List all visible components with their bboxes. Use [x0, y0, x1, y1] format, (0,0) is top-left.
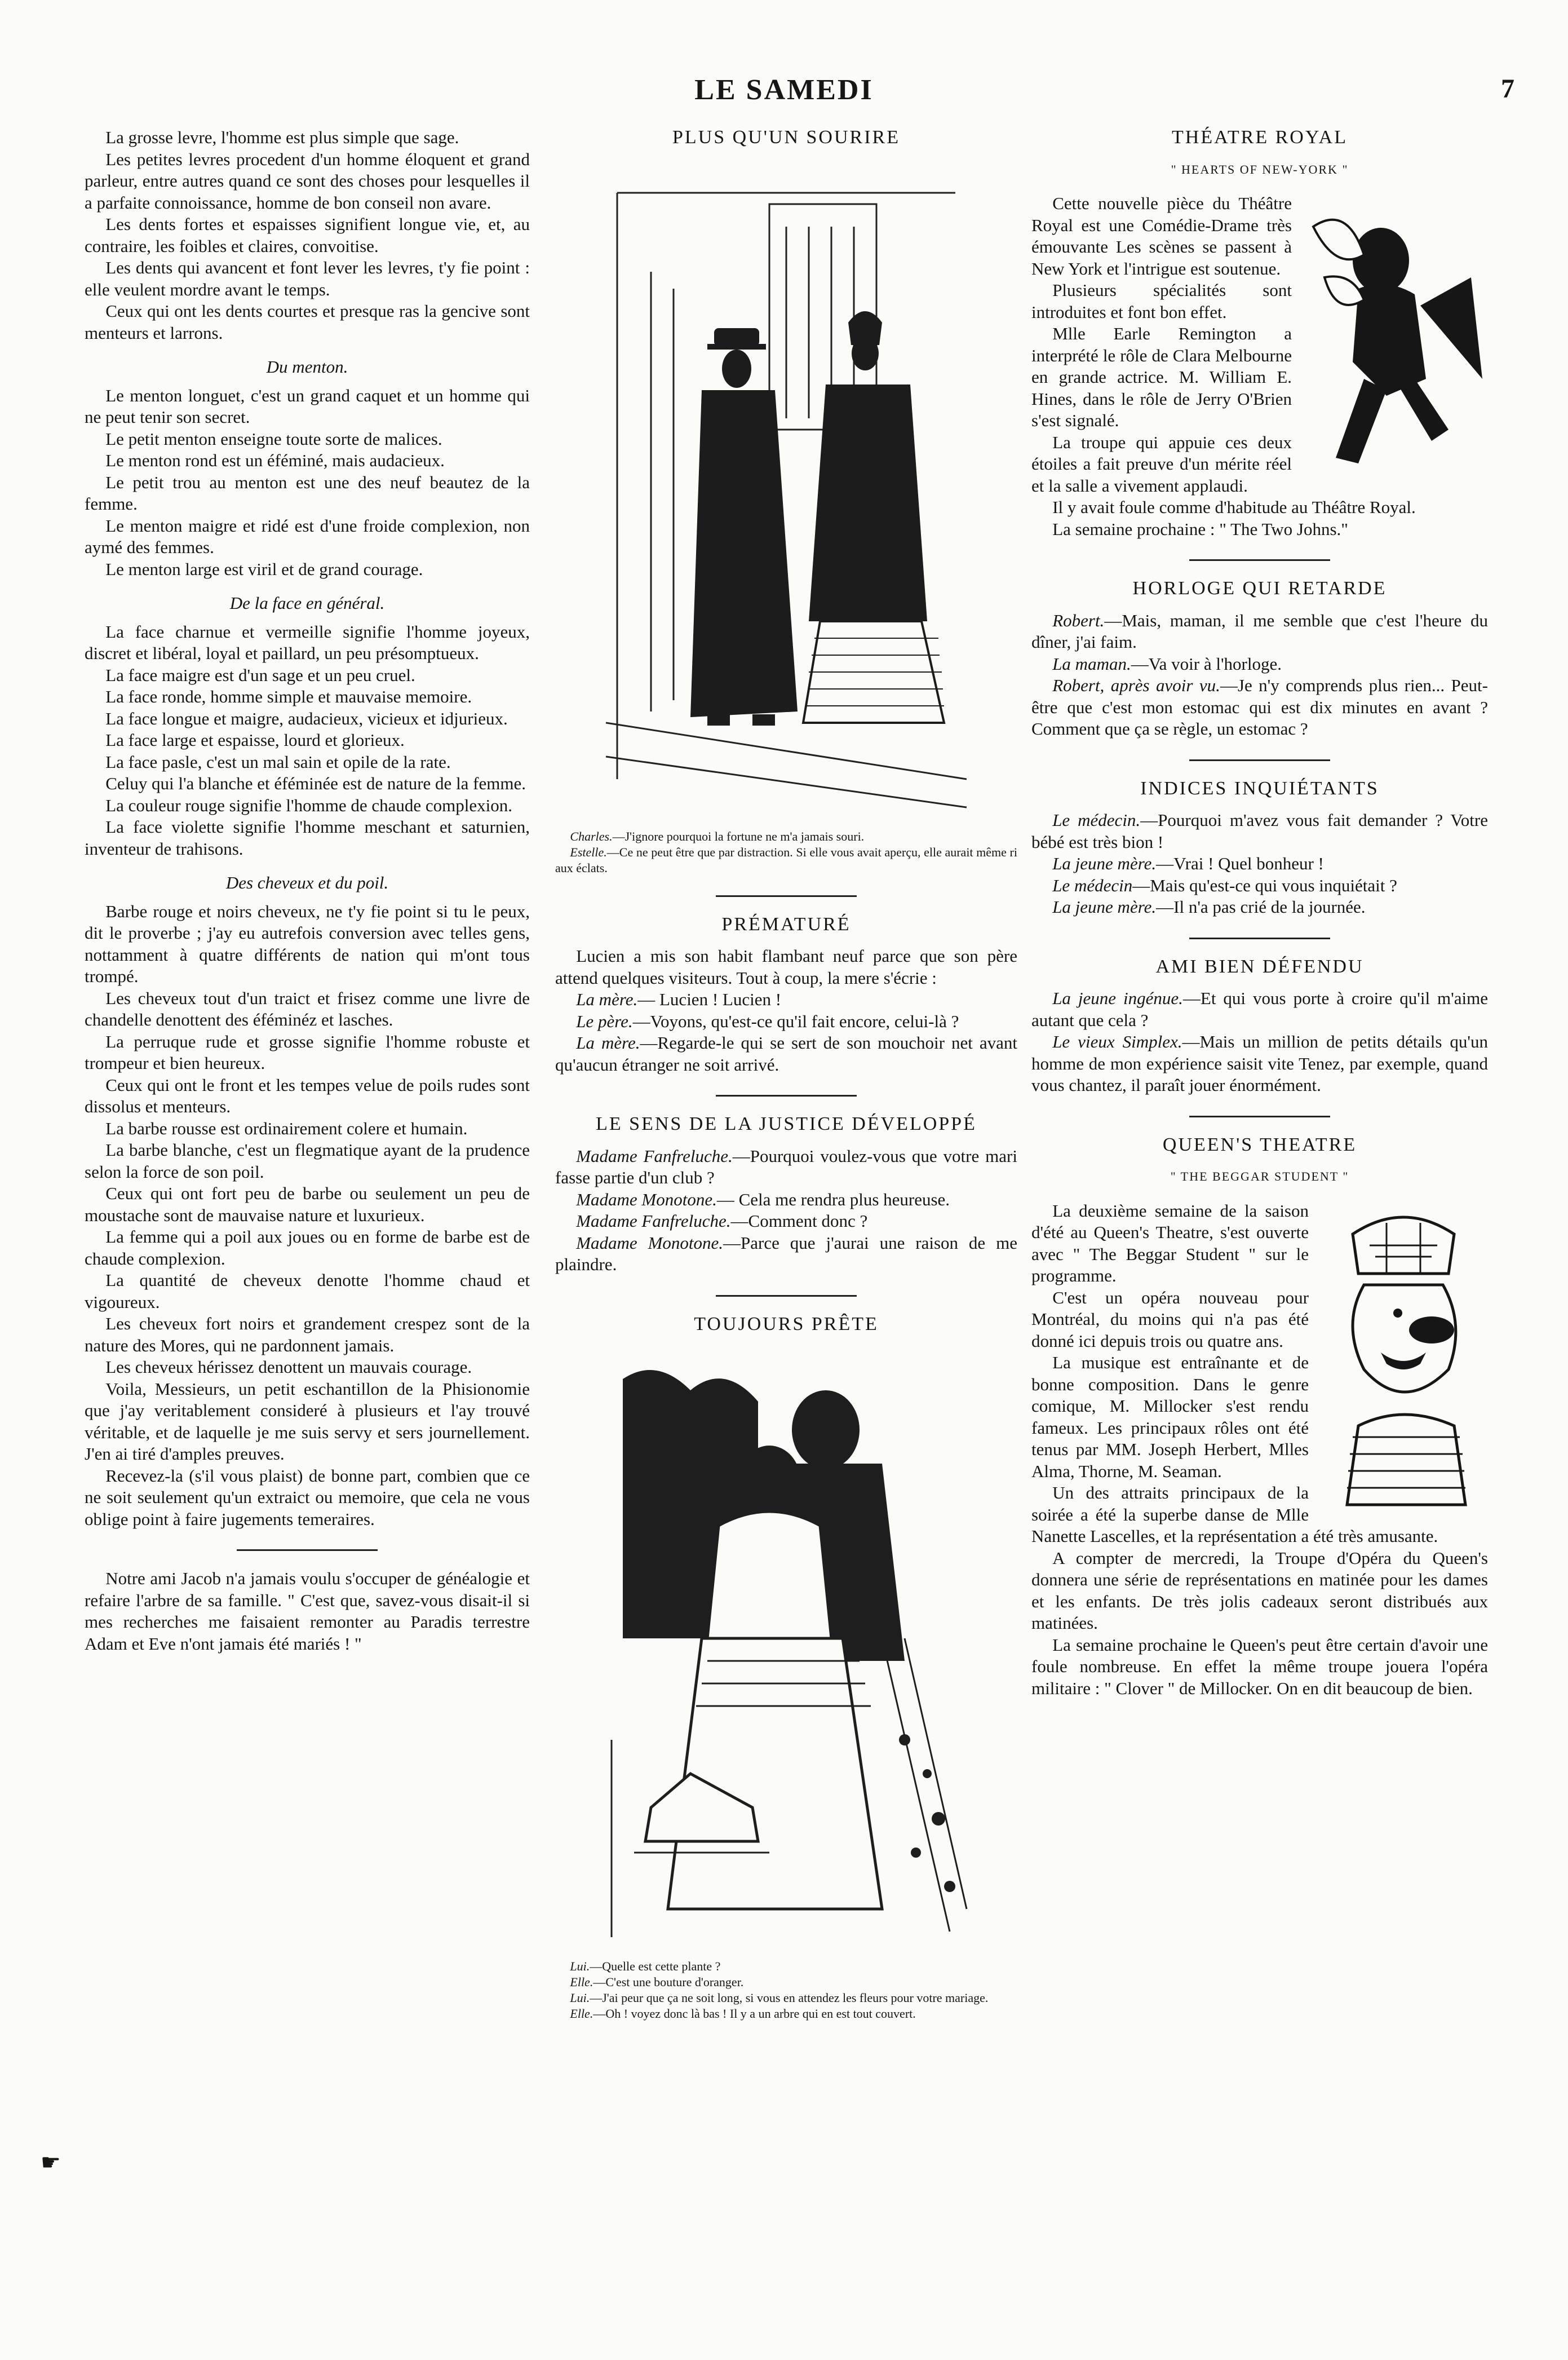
- paragraph: Ceux qui ont fort peu de barbe ou seulement un peu de moustache sont de mauvaise nature et luxurieux.: [85, 1183, 530, 1225]
- dialogue-line: — Cela me rendra plus heureuse.: [716, 1189, 950, 1209]
- caption-line: —Ce ne peut être que par distraction. Si elle vous avait aperçu, elle aurait même ri aux éclats.: [555, 845, 1017, 875]
- paragraph: Un des attraits principaux de la soirée a été la superbe danse de Mlle Nanette Lascelles, et la représentation a été très amusante.: [1031, 1483, 1438, 1546]
- dialogue-line: —Je n'y comprends plus rien... Peut-être que c'est mon estomac qui est dix minutes en avant ? Comment que ça se règle, un estomac ?: [1031, 675, 1488, 739]
- section-title-premature: PRÉMATURÉ: [721, 913, 851, 935]
- paragraph: Voila, Messieurs, un petit eschantillon de la Phisionomie que j'ay veritablement consideré à plusieurs et l'ay trouvé véritable, et de laquelle je me suis servy et sers journellement. J'en ai tiré d'amples preuves.: [85, 1378, 530, 1464]
- section-title-justice: LE SENS DE LA JUSTICE DÉVELOPPÉ: [596, 1113, 977, 1134]
- dialogue-line: —Regarde-le qui se sert de son mouchoir net avant qu'aucun étranger ne soit arrivé.: [555, 1033, 1018, 1075]
- paragraph: La face charnue et vermeille signifie l'homme joyeux, discret et libéral, loyal et paillard, un peu présomptueux.: [85, 621, 530, 663]
- paragraph: Recevez-la (s'il vous plaist) de bonne part, combien que ce ne soit seulement qu'un extraict ou memoire, que cela ne vous oblige point à faire jugements temeraires.: [85, 1465, 530, 1529]
- speaker: Madame Monotone.: [576, 1232, 724, 1253]
- speaker: La jeune ingénue.: [1052, 988, 1183, 1008]
- speaker-charles: Charles.: [570, 829, 613, 843]
- paragraph-jacob: Notre ami Jacob n'a jamais voulu s'occuper de généalogie et refaire l'arbre de sa famille. " C'est que, savez-vous disait-il si mes recherches me faisaient remonter au Paradis terrestre Adam et Eve n'ont jamais été mariés ! ": [85, 1568, 530, 1654]
- section-title-royal: THÉATRE ROYAL: [1172, 127, 1348, 148]
- paragraph: Les petites levres procedent d'un homme éloquent et grand parleur, entre autres quand ce sont des choses pour lesquelles il a parfaite connoissance, homme de bon conseil non avare.: [85, 149, 530, 213]
- caption-line: —J'ai peur que ça ne soit long, si vous en attendez les fleurs pour votre mariage.: [590, 1991, 989, 2005]
- column-left: [85, 127, 530, 1655]
- section-title-indices: INDICES INQUIÉTANTS: [1140, 777, 1379, 799]
- masthead-title: LE SAMEDI: [694, 74, 874, 106]
- paragraph: Cette nouvelle pièce du Théâtre Royal est une Comédie-Drame très émouvante Les scènes se passent à New York et l'intrigue est soutenue.: [1031, 193, 1292, 279]
- paragraph: C'est un opéra nouveau pour Montréal, du moins qui n'a pas été donné ici depuis trois ou quatre ans.: [1031, 1287, 1309, 1351]
- dialogue-line: —Parce que j'aurai une raison de me plaindre.: [555, 1232, 1017, 1274]
- speaker: Le médecin: [1052, 875, 1133, 895]
- cupid-illustration: [1302, 193, 1488, 486]
- paragraph: La face pasle, c'est un mal sain et opile de la rate.: [105, 752, 451, 772]
- speaker-elle: Elle.: [570, 1975, 593, 1989]
- dialogue-line: —Vrai ! Quel bonheur !: [1156, 854, 1324, 873]
- speaker: Madame Monotone.: [576, 1189, 717, 1209]
- speaker: Le père.: [576, 1011, 633, 1031]
- pointing-hand-icon: ☛: [41, 2150, 61, 2175]
- paragraph: Le menton maigre et ridé est d'une froide complexion, non aymé des femmes.: [85, 515, 530, 557]
- dialogue-line: —Mais, maman, il me semble que c'est l'heure du dîner, j'ai faim.: [1031, 610, 1488, 652]
- subheading-menton: Du menton.: [266, 357, 348, 377]
- dialogue-line: —Voyons, qu'est-ce qu'il fait encore, celui-là ?: [632, 1011, 959, 1031]
- paragraph: La barbe blanche, c'est un flegmatique ayant de la prudence selon la force de son poil.: [85, 1140, 530, 1182]
- subheading-face: De la face en général.: [229, 593, 385, 613]
- subheading-cheveux: Des cheveux et du poil.: [225, 873, 389, 892]
- speaker: Robert.: [1052, 610, 1105, 630]
- caption-line: —Oh ! voyez donc là bas ! Il y a un arbre qui en est tout couvert.: [593, 2007, 916, 2021]
- paragraph: La troupe qui appuie ces deux étoiles a fait preuve d'un mérite réel et la salle a vivement applaudi.: [1031, 432, 1292, 496]
- paragraph: Le menton large est viril et de grand courage.: [105, 559, 423, 579]
- paragraph: Il y avait foule comme d'habitude au Théâtre Royal.: [1052, 497, 1416, 517]
- student-caricature-illustration: [1319, 1200, 1488, 1516]
- speaker: Le vieux Simplex.: [1052, 1032, 1182, 1051]
- paragraph: Ceux qui ont les dents courtes et presque ras la gencive sont menteurs et larrons.: [85, 301, 530, 343]
- paragraph: La barbe rousse est ordinairement colere et humain.: [105, 1118, 468, 1138]
- section-divider: [1189, 559, 1330, 561]
- dialogue-line: —Et qui vous porte à croire qu'il m'aime autant que cela ?: [1031, 988, 1488, 1030]
- speaker: La mère.: [576, 989, 638, 1009]
- section-title-ami: AMI BIEN DÉFENDU: [1155, 956, 1364, 977]
- speaker-elle: Elle.: [570, 2007, 593, 2021]
- column-middle: [555, 127, 1017, 2036]
- speaker: Le médecin.: [1052, 810, 1141, 830]
- paragraph: A compter de mercredi, la Troupe d'Opéra du Queen's donnera une série de représentations en matinée pour les dames et les enfants. De très jolis cadeaux seront distribués aux matinées.: [1031, 1548, 1488, 1633]
- paragraph: La deuxième semaine de la saison d'été au Queen's Theatre, s'est ouverte avec " The Beggar Student " sur le programme.: [1031, 1200, 1309, 1285]
- section-divider: [1189, 1116, 1330, 1117]
- page-number: 7: [1501, 74, 1514, 104]
- speaker: Madame Fanfreluche.: [576, 1211, 731, 1231]
- paragraph: La face large et espaisse, lourd et glorieux.: [105, 730, 405, 750]
- section-title-prete: TOUJOURS PRÊTE: [694, 1313, 879, 1334]
- section-divider: [1189, 759, 1330, 761]
- dialogue-line: — Lucien ! Lucien !: [637, 989, 782, 1009]
- speaker: Robert, après avoir vu.: [1052, 675, 1220, 695]
- section-divider: [716, 1295, 857, 1297]
- caption-line: —C'est une bouture d'oranger.: [593, 1975, 744, 1989]
- paragraph: Celuy qui l'a blanche et éféminée est de nature de la femme.: [105, 774, 526, 793]
- paragraph: La face ronde, homme simple et mauvaise memoire.: [105, 687, 472, 706]
- section-title-horloge: HORLOGE QUI RETARDE: [1132, 578, 1387, 599]
- section-divider: [1189, 938, 1330, 939]
- paragraph: La perruque rude et grosse signifie l'homme robuste et trompeur et bien heureux.: [85, 1031, 530, 1073]
- speaker: La jeune mère.: [1052, 854, 1157, 873]
- section-divider: [716, 1095, 857, 1097]
- paragraph: Les cheveux tout d'un traict et frisez comme une livre de chandelle denottent des éféminéz et lasches.: [85, 988, 530, 1029]
- paragraph: Le menton rond est un éféminé, mais audacieux.: [105, 450, 445, 470]
- subtitle-royal: " HEARTS OF NEW-YORK ": [1171, 162, 1349, 176]
- subtitle-queen: " THE BEGGAR STUDENT ": [1170, 1169, 1349, 1183]
- speaker: La maman.: [1052, 653, 1131, 674]
- paragraph: Le menton longuet, c'est un grand caquet et un homme qui ne peut tenir son secret.: [85, 385, 530, 427]
- paragraph: Les cheveux hérissez denottent un mauvais courage.: [105, 1357, 472, 1377]
- dialogue-line: —Va voir à l'horloge.: [1131, 653, 1282, 674]
- dialogue-line: —Pourquoi voulez-vous que votre mari fasse partie d'un club ?: [555, 1146, 1017, 1187]
- speaker-lui: Lui.: [570, 1991, 590, 2005]
- paragraph: La semaine prochaine le Queen's peut être certain d'avoir une foule nombreuse. En effet la même troupe jouera l'opéra militaire : " Clover " de Millocker. On en dit beaucoup de bien.: [1031, 1634, 1488, 1698]
- paragraph: La semaine prochaine : " The Two Johns.": [1052, 519, 1348, 539]
- caption-sourire: [555, 829, 1017, 876]
- dialogue-line: —Pourquoi m'avez vous fait demander ? Votre bébé est très bion !: [1031, 810, 1488, 852]
- paragraph: La face violette signifie l'homme meschant et saturnien, inventeur de trahisons.: [85, 817, 530, 859]
- paragraph: Barbe rouge et noirs cheveux, ne t'y fie point si tu le peux, dit le proverbe ; j'ay eu autrefois conversion avec telles gens, nottamment à quatre différents de nation qui m'ont tous trompé.: [85, 901, 530, 986]
- caption-line: —Quelle est cette plante ?: [590, 1959, 721, 1973]
- dialogue-line: —Mais qu'est-ce qui vous inquiétait ?: [1132, 875, 1397, 895]
- paragraph: La quantité de cheveux denotte l'homme chaud et vigoureux.: [85, 1270, 530, 1312]
- paragraph: Les dents fortes et espaisses signifient longue vie, et, au contraire, les foibles et claires, convoitise.: [85, 214, 530, 256]
- speaker-estelle: Estelle.: [570, 845, 607, 859]
- section-divider: [716, 895, 857, 897]
- column-right: [1031, 127, 1488, 1699]
- paragraph: La femme qui a poil aux joues ou en forme de barbe est de chaude complexion.: [85, 1227, 530, 1269]
- paragraph: Les dents qui avancent et font lever les levres, t'y fie point : elle veulent mordre avant le temps.: [85, 258, 530, 299]
- illustration-couple-plant: [589, 1345, 984, 1954]
- paragraph: Le petit menton enseigne toute sorte de malices.: [105, 428, 442, 449]
- masthead: [0, 73, 1568, 118]
- speaker: La mère.: [576, 1033, 640, 1053]
- speaker: Madame Fanfreluche.: [576, 1146, 733, 1166]
- speaker-lui: Lui.: [570, 1959, 590, 1973]
- paragraph: Lucien a mis son habit flambant neuf parce que son père attend quelques visiteurs. Tout à coup, la mere s'écrie :: [555, 946, 1017, 988]
- section-divider: [237, 1549, 378, 1551]
- dialogue-line: —Mais un million de petits détails qu'un homme de mon expérience saisit vite Tenez, par exemple, quand vous chantez, il paraît jouer énormément.: [1031, 1032, 1488, 1095]
- paragraph: Les cheveux fort noirs et grandement crespez sont de la nature des Mores, qui ne pardonnent jamais.: [85, 1314, 530, 1355]
- caption-prete: [555, 1959, 1017, 2022]
- paragraph: La couleur rouge signifie l'homme de chaude complexion.: [105, 795, 512, 815]
- illustration-couple-street: [583, 159, 989, 824]
- caption-line: —J'ignore pourquoi la fortune ne m'a jamais souri.: [612, 829, 865, 843]
- section-title-queen: QUEEN'S THEATRE: [1162, 1134, 1357, 1155]
- paragraph: La face maigre est d'un sage et un peu cruel.: [105, 665, 415, 685]
- section-title-sourire: PLUS QU'UN SOURIRE: [672, 127, 900, 148]
- paragraph: Le petit trou au menton est une des neuf beautez de la femme.: [85, 472, 530, 514]
- paragraph: Plusieurs spécialités sont introduites et font bon effet.: [1031, 280, 1292, 322]
- paragraph: La musique est entraînante et de bonne composition. Dans le genre comique, M. Millocker s'est rendu fameux. Les principaux rôles ont été tenus par MM. Joseph Herbert, Mlles Alma, Thorne, M. Seaman.: [1031, 1353, 1309, 1481]
- dialogue-line: —Il n'a pas crié de la journée.: [1156, 897, 1366, 917]
- speaker: La jeune mère.: [1052, 897, 1157, 917]
- paragraph: La grosse levre, l'homme est plus simple que sage.: [105, 127, 459, 147]
- paragraph: La face longue et maigre, audacieux, vicieux et idjurieux.: [105, 708, 508, 728]
- paragraph: Ceux qui ont le front et les tempes velue de poils rudes sont dissolus et menteurs.: [85, 1075, 530, 1116]
- dialogue-line: —Comment donc ?: [730, 1211, 868, 1231]
- paragraph: Mlle Earle Remington a interprété le rôle de Clara Melbourne en grande actrice. M. William E. Hines, dans le rôle de Jerry O'Brien s'est signalé.: [1031, 324, 1292, 430]
